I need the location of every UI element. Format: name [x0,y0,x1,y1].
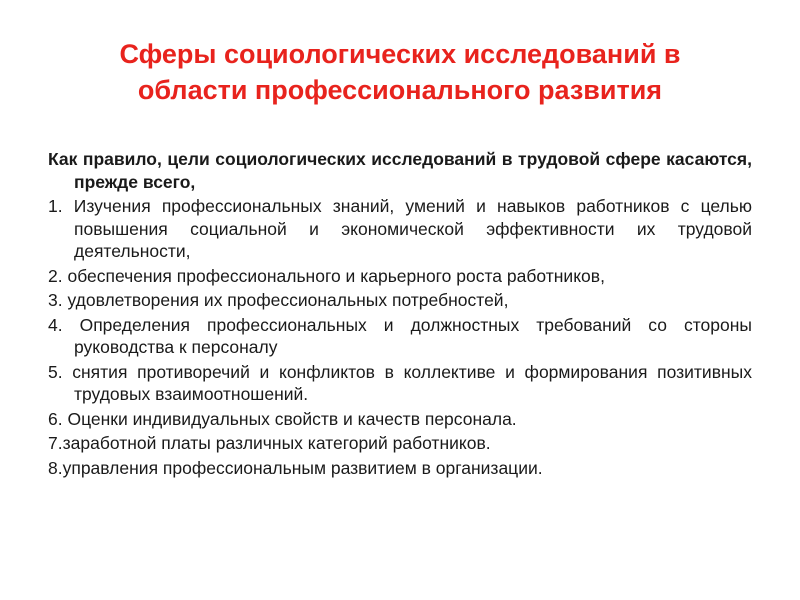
list-item-8: 8.управления профессиональным развитием в организации. [48,457,543,478]
list-item-4: 4. Определения профессиональных и должностных требований со стороны руководства к персоналу [48,314,752,357]
list-item-1: 1. Изучения профессиональных знаний, умений и навыков работников с целью повышения социальной и экономической эффективности их трудовой деятельности, [48,196,752,261]
slide-title [40,36,760,108]
list-item-2: 2. обеспечения профессионального и карьерного роста работников, [48,265,605,286]
list-item-6: 6. Оценки индивидуальных свойств и качеств персонала. [48,408,517,429]
list-item-5: 5. снятия противоречий и конфликтов в коллективе и формирования позитивных трудовых взаимоотношений. [48,361,752,404]
intro-paragraph: Как правило, цели социологических исследований в трудовой сфере касаются, прежде всего, [48,149,752,192]
list-item-7: 7.заработной платы различных категорий работников. [48,433,491,453]
slide-title-line-1: Сферы социологических исследований в [119,39,681,69]
slide-body [48,148,752,481]
slide-title-line-2: области профессионального развития [137,75,663,105]
list-item-3: 3. удовлетворения их профессиональных потребностей, [48,290,509,310]
